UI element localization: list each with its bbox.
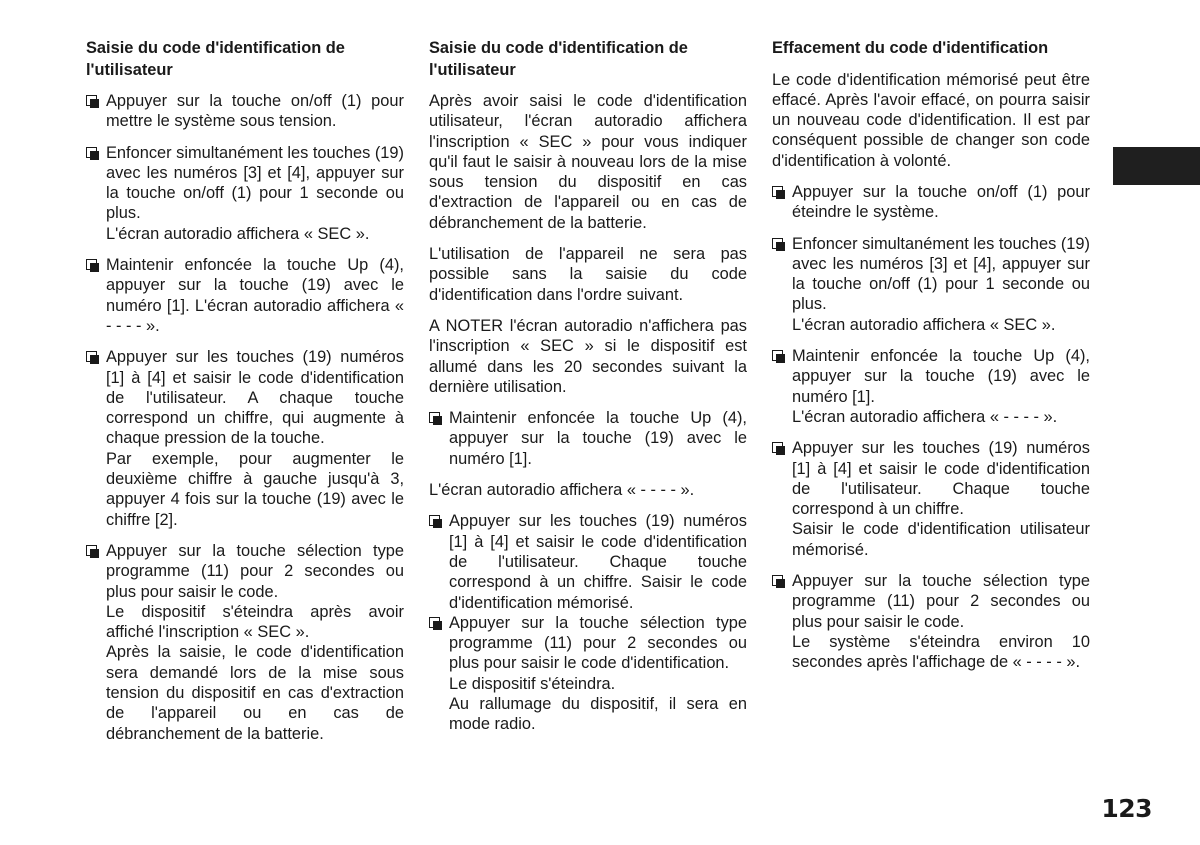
- checkbox-bullet-icon: [772, 442, 783, 453]
- step-text: Appuyer sur les touches (19) numéros [1] à [4] et saisir le code d'identification de l'utilisateur. Chaque touche correspond à un chiffre. Saisir le code d'identification mémorisé.: [449, 512, 747, 612]
- step-list: [86, 91, 404, 744]
- checkbox-bullet-icon: [772, 350, 783, 361]
- step-note: Le dispositif s'éteindra après avoir affiché l'inscription « SEC ».: [106, 602, 404, 642]
- page-number: 123: [1101, 794, 1152, 823]
- paragraph: L'écran autoradio affichera « - - - - ».: [429, 481, 695, 500]
- paragraph: Après avoir saisi le code d'identification utilisateur, l'écran autoradio affichera l'inscription « SEC » pour vous indiquer qu'il faut le saisir à nouveau lors de la mise sous tension du dispositif en cas d'extraction de l'appareil ou en cas de débranchement de la batterie.: [429, 92, 747, 232]
- section-heading: Saisie du code d'identification de l'utilisateur: [429, 39, 688, 79]
- step-note: Saisir le code d'identification utilisateur mémorisé.: [792, 520, 1090, 559]
- checkbox-bullet-icon: [86, 147, 97, 158]
- step-note: Le système s'éteindra environ 10 secondes après l'affichage de « - - - - ».: [792, 632, 1090, 672]
- section-heading: Effacement du code d'identification: [772, 39, 1049, 57]
- step-note: Après la saisie, le code d'identification sera demandé lors de la mise sous tension du dispositif en cas d'extraction de l'appareil ou en cas de débranchement de la batterie.: [106, 643, 404, 743]
- step-note: Par exemple, pour augmenter le deuxième chiffre à gauche jusqu'à 3, appuyer 4 fois sur la touche (19) avec le chiffre [2].: [106, 449, 404, 529]
- step-item: [429, 408, 747, 469]
- paragraph: Le code d'identification mémorisé peut être effacé. Après l'avoir effacé, on pourra saisir un nouveau code d'identification. Il est par conséquent possible de changer son code d'identification à volonté.: [772, 70, 1090, 170]
- step-item: [429, 613, 747, 735]
- column-left: [86, 38, 404, 755]
- checkbox-bullet-icon: [429, 617, 440, 628]
- step-item: [86, 347, 404, 530]
- step-item: [772, 234, 1090, 335]
- step-item: [86, 541, 404, 744]
- step-note: L'écran autoradio affichera « SEC ».: [106, 224, 370, 243]
- section-heading: Saisie du code d'identification de l'utilisateur: [86, 39, 345, 79]
- column-right: [772, 38, 1090, 684]
- step-list: [772, 182, 1090, 673]
- step-text: Enfoncer simultanément les touches (19) avec les numéros [3] et [4], appuyer sur la touche on/off (1) pour 1 seconde ou plus.: [106, 143, 404, 223]
- step-text: Maintenir enfoncée la touche Up (4), appuyer sur la touche (19) avec le numéro [1].: [792, 347, 1090, 406]
- step-text: Appuyer sur la touche sélection type programme (11) pour 2 secondes ou plus pour saisir le code d'identification.: [449, 613, 747, 673]
- step-note: L'écran autoradio affichera « SEC ».: [792, 315, 1056, 334]
- step-item: [772, 571, 1090, 672]
- paragraph: L'utilisation de l'appareil ne sera pas possible sans la saisie du code d'identification dans l'ordre suivant.: [429, 245, 747, 304]
- step-item: [772, 346, 1090, 427]
- checkbox-bullet-icon: [86, 351, 97, 362]
- step-text: Appuyer sur les touches (19) numéros [1] à [4] et saisir le code d'identification de l'utilisateur. A chaque touche correspond un chiffre, qui augmente à chaque pression de la touche.: [106, 348, 404, 448]
- step-text: Appuyer sur la touche on/off (1) pour éteindre le système.: [792, 182, 1090, 222]
- checkbox-bullet-icon: [772, 238, 783, 249]
- checkbox-bullet-icon: [772, 186, 783, 197]
- step-text: Appuyer sur la touche sélection type programme (11) pour 2 secondes ou plus pour saisir le code.: [106, 541, 404, 601]
- step-text: Appuyer sur la touche on/off (1) pour mettre le système sous tension.: [106, 92, 404, 131]
- step-text: Appuyer sur les touches (19) numéros [1] à [4] et saisir le code d'identification de l'utilisateur. Chaque touche correspond à un chiffre.: [792, 439, 1090, 519]
- checkbox-bullet-icon: [86, 545, 97, 556]
- step-item: [86, 91, 404, 132]
- checkbox-bullet-icon: [86, 259, 97, 270]
- paragraph: A NOTER l'écran autoradio n'affichera pas l'inscription « SEC » si le dispositif est allumé dans les 20 secondes suivant la dernière utilisation.: [429, 316, 747, 396]
- step-item: [86, 255, 404, 336]
- step-text: Enfoncer simultanément les touches (19) avec les numéros [3] et [4], appuyer sur la touche on/off (1) pour 1 seconde ou plus.: [792, 234, 1090, 314]
- step-item: [772, 438, 1090, 560]
- step-text: Maintenir enfoncée la touche Up (4), appuyer sur la touche (19) avec le numéro [1]. L'écran autoradio affichera « - - - - ».: [106, 256, 404, 335]
- column-middle: [429, 38, 747, 746]
- step-item: [429, 511, 747, 612]
- step-note: Au rallumage du dispositif, il sera en mode radio.: [449, 695, 747, 734]
- chapter-thumb-tab: [1113, 147, 1200, 185]
- step-text: Maintenir enfoncée la touche Up (4), appuyer sur la touche (19) avec le numéro [1].: [449, 409, 747, 468]
- checkbox-bullet-icon: [429, 412, 440, 423]
- step-note: Le dispositif s'éteindra.: [449, 674, 616, 693]
- checkbox-bullet-icon: [86, 95, 97, 106]
- step-text: Appuyer sur la touche sélection type programme (11) pour 2 secondes ou plus pour saisir le code.: [792, 572, 1090, 631]
- step-item: [86, 143, 404, 244]
- step-note: L'écran autoradio affichera « - - - - ».: [792, 407, 1058, 426]
- checkbox-bullet-icon: [772, 575, 783, 586]
- checkbox-bullet-icon: [429, 515, 440, 526]
- step-item: [772, 182, 1090, 223]
